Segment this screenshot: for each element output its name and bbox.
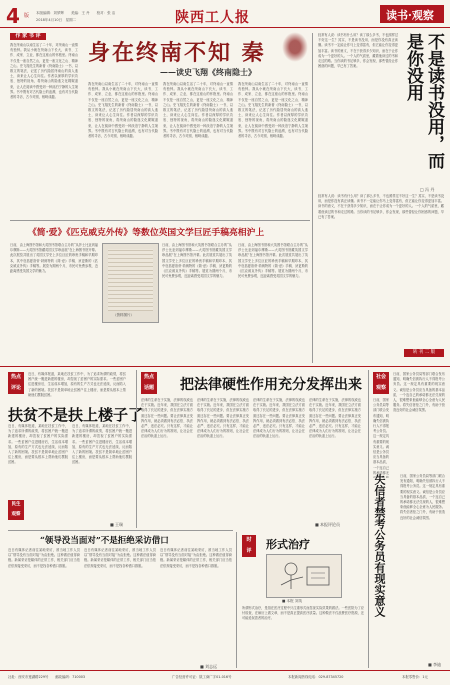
manuscript-headline: 《简·爱》《匹克威克外传》等数位英国文学巨匠手稿亮相沪上: [28, 228, 265, 238]
society-tag: [373, 372, 389, 394]
commentary-tag-sub: 评: [246, 548, 252, 554]
formality-headline: 形式治疗: [266, 538, 310, 551]
right-headline-text: 不是读书没用，而是你没用: [403, 33, 444, 169]
cartoon-figure-icon: [267, 555, 341, 597]
paper-name: 陕西工人报: [175, 10, 250, 26]
footer-address: 社址：西安市莲湖路229号 邮政编码：710003: [8, 675, 86, 679]
hot-comment-tag-sub: 评论: [10, 385, 21, 391]
interview-col-2: 近日有媒体记者前往某地采访，被当地工作人员以“领导没有当面对接”为由拒绝。这种做法值得商榷。新闻采访是媒体的正常工作，相关部门应当依法依规接受采访，而不是找各种借口推脱。: [84, 548, 156, 568]
date-line: 2018年4月10日 星期二: [36, 18, 77, 22]
manuscript-photo-caption: （资料图片）: [113, 313, 134, 317]
law-col-4: 法律的生命在于实施，法律的权威也在于实施。近年来，我国在立法方面取得了长足的进步，但在法律实施方面还存在一些问题。要让法律真正发挥作用，就必须做到有法必依、执法必严、违法必究。只有这样，才能让法律成为人们行为的准则，让社会在法治的轨道上运行。: [309, 398, 361, 439]
right-col-text-1: 经常有人说：读书有什么用？读了那么多书，不也照样过不好这一生？其实，不是读书没用，而是你没有真正读懂。读书不一定能让你马上变得富有，但它能让你变得更加丰富。读书的意义，不在于获得多少知识，而在于让你成为一个更好的人。一个人的气质里，藏着他读过的书和走过的路。当你读的书足够多，你会发现，那些曾经让你困惑的问题，早已有了答案。: [318, 33, 398, 69]
livelihood-tag-sub: 观察: [11, 512, 21, 517]
formality-cartoon: [266, 554, 342, 598]
poverty-col-2: 近日，有媒体报道，某地在扶贫工作中，为了追求所谓的政绩，将贫困户统一搬进新建的楼房，却忽视了贫困户的实际需求。一些贫困户住进楼房后，生活成本增加，原有的生产方式也无法延续，反而陷入了新的困境。扶贫不是简单地让贫困户住上楼房，而是要从根本上帮助他们摆脱贫困。: [72, 424, 132, 465]
hot-topic-tag: [141, 372, 157, 394]
society-tag-main: 社会: [375, 374, 386, 380]
top-left-intro-text: 我在终南山以南生活了二十年，对终南山一直情有独钟。我从小就在终南山下长大，读书、工作、成家、立业，都在这座山的怀抱里。终南山不仅是一座自然之山，更是一座文化之山、精神之山。史飞翔先生的新著《终南隐士》一书，以散文的笔法，记述了历代隐居终南山的高人逸士，读来让人心生向往。作者以深厚的学识功底、独特的视角，将终南山的隐逸文化娓娓道来，让人在阅读中感受到一种淡泊宁静的人生境界。书中既有对古代隐士的追溯，也有对当代隐者的寻访，古今对照，相映成趣。: [10, 43, 78, 100]
commentary-tag: [242, 535, 256, 557]
commentary-tag-main: 时: [246, 537, 252, 543]
hot-topic-tag-sub: 话题: [143, 385, 154, 391]
top-left-col-1: 我在终南山以南生活了二十年，对终南山一直情有独钟。我从小就在终南山下长大，读书、工作、成家、立业，都在这座山的怀抱里。终南山不仅是一座自然之山，更是一座文化之山、精神之山。史飞翔先生的新著《终南隐士》一书，以散文的笔法，记述了历代隐居终南山的高人逸士，读来让人心生向往。作者以深厚的学识功底、独特的视角，将终南山的隐逸文化娓娓道来，让人在阅读中感受到一种淡泊宁静的人生境界。书中既有对古代隐士的追溯，也有对当代隐者的寻访，古今对照，相映成趣。: [88, 82, 158, 139]
society-tag-sub: 观察: [375, 385, 386, 391]
editor-line: 本版编辑：刘梦辉 美编：王 丹 校对：张 洁: [36, 11, 116, 15]
right-col-text-2: 经常有人说：读书有什么用？读了那么多书，不也照样过不好这一生？其实，不是读书没用，而是你没有真正读懂。读书不一定能让你马上变得富有，但它能让你变得更加丰富。读书的意义，不在于获得多少知识，而在于让你成为一个更好的人。一个人的气质里，藏着他读过的书和走过的路。当你读的书足够多，你会发现，那些曾经让你困惑的问题，早已有了答案。: [318, 194, 444, 219]
top-left-subheadline: ——读史飞翔《终南隐士》: [160, 67, 256, 77]
page-number-suffix: 版: [24, 13, 30, 19]
footer-price: 本报零售价：1元: [402, 675, 428, 679]
law-col-1: 法律的生命在于实施，法律的权威也在于实施。近年来，我国在立法方面取得了长足的进步，但在法律实施方面还存在一些问题。要让法律真正发挥作用，就必须做到有法必依、执法必严、违法必究。只有这样，才能让法律成为人们行为的准则，让社会在法治的轨道上运行。: [141, 398, 193, 439]
interview-headline: “领导没当面对”不是拒绝采访借口: [40, 536, 169, 546]
interview-col-3: 近日有媒体记者前往某地采访，被当地工作人员以“领导没有当面对接”为由拒绝。这种做法值得商榷。新闻采访是媒体的正常工作，相关部门应当依法依规接受采访，而不是找各种借口推脱。: [160, 548, 232, 568]
credit-col-top: 日前，国家公务员局等部门联合发布通知，明确失信被执行人不得报考公务员。这一规定具有重要的现实意义。诚信是公务员应当具备的基本品质，一个连自己的承诺都无法兑现的人，很难想象他能够全心全意为人民服务。将失信者拒之门外，有助于营造良好的社会诚信氛围。: [393, 372, 445, 413]
poverty-col-1: 近日，有媒体报道，某地在扶贫工作中，为了追求所谓的政绩，将贫困户统一搬进新建的楼房，却忽视了贫困户的实际需求。一些贫困户住进楼房后，生活成本增加，原有的生产方式也无法延续，反而陷入了新的困境。扶贫不是简单地让贫困户住上楼房，而是要从根本上帮助他们摆脱贫困。: [8, 424, 68, 465]
right-headline: [402, 33, 446, 183]
manuscript-photo: [102, 243, 159, 323]
continued-label-text: 转 刊 二 版: [412, 350, 436, 355]
ink-smudge: [282, 32, 308, 62]
hot-comment-tag: [8, 372, 24, 394]
hot-topic-tag-main: 热点: [143, 374, 154, 380]
hot-comment-tag-main: 热点: [10, 374, 21, 380]
top-left-col-2: 我在终南山以南生活了二十年，对终南山一直情有独钟。我从小就在终南山下长大，读书、工作、成家、立业，都在这座山的怀抱里。终南山不仅是一座自然之山，更是一座文化之山、精神之山。史飞翔先生的新著《终南隐士》一书，以散文的笔法，记述了历代隐居终南山的高人逸士，读来让人心生向往。作者以深厚的学识功底、独特的视角，将终南山的隐逸文化娓娓道来，让人在阅读中感受到一种淡泊宁静的人生境界。书中既有对古代隐士的追溯，也有对当代隐者的寻访，古今对照，相映成趣。: [163, 82, 233, 139]
interview-byline: ■ 刘志远: [200, 664, 218, 669]
top-left-col-3: 我在终南山以南生活了二十年，对终南山一直情有独钟。我从小就在终南山下长大，读书、工作、成家、立业，都在这座山的怀抱里。终南山不仅是一座自然之山，更是一座文化之山、精神之山。史飞翔先生的新著《终南隐士》一书，以散文的笔法，记述了历代隐居终南山的高人逸士，读来让人心生向往。作者以深厚的学识功底、独特的视角，将终南山的隐逸文化娓娓道来，让人在阅读中感受到一种淡泊宁静的人生境界。书中既有对古代隐士的追溯，也有对当代隐者的寻访，古今对照，相映成趣。: [238, 82, 308, 139]
footer-ad-license: 广告经营许可证：陕工商广字01-016号: [172, 675, 232, 679]
law-byline: ■ 本报评论员: [315, 522, 341, 527]
section-name: 读书·观察: [386, 9, 434, 22]
credit-col-right: 日前，国家公务员局等部门联合发布通知，明确失信被执行人不得报考公务员。这一规定具有重要的现实意义。诚信是公务员应当具备的基本品质，一个连自己的承诺都无法兑现的人，很难想象他能够全心全意为人民服务。将失信者拒之门外，有助于营造良好的社会诚信氛围。: [400, 474, 445, 520]
law-col-3: 法律的生命在于实施，法律的权威也在于实施。近年来，我国在立法方面取得了长足的进步，但在法律实施方面还存在一些问题。要让法律真正发挥作用，就必须做到有法必依、执法必严、违法必究。只有这样，才能让法律成为人们行为的准则，让社会在法治的轨道上运行。: [253, 398, 305, 439]
section-name-box: [380, 5, 444, 23]
poverty-headline: 扶贫不是扶上楼子了: [8, 406, 144, 424]
masthead: [0, 0, 450, 30]
manuscript-col-3: 日前，由上海图书馆和大英图书馆联合主办的“从莎士比亚到福尔摩斯——大英图书馆藏英国文学珍品展”在上海图书馆开幕。此次展览共展出了英国文学史上多位巨匠的珍贵手稿和早期印本，其中包括夏洛蒂·勃朗特的《简·爱》手稿、狄更斯的《匹克威克外传》手稿等。展览为期两个月，市民可免费参观，近距离感受英国文学的魅力。: [238, 243, 308, 279]
credit-headline: [373, 474, 397, 624]
law-col-2: 法律的生命在于实施，法律的权威也在于实施。近年来，我国在立法方面取得了长足的进步，但在法律实施方面还存在一些问题。要让法律真正发挥作用，就必须做到有法必依、执法必严、违法必究。只有这样，才能让法律成为人们行为的准则，让社会在法治的轨道上运行。: [197, 398, 249, 439]
continued-label: [404, 349, 444, 357]
credit-byline: ■ 李迪: [428, 662, 442, 667]
book-review-tag: 作 家 书 评: [10, 33, 46, 40]
manuscript-col-2: 日前，由上海图书馆和大英图书馆联合主办的“从莎士比亚到福尔摩斯——大英图书馆藏英国文学珍品展”在上海图书馆开幕。此次展览共展出了英国文学史上多位巨匠的珍贵手稿和早期印本，其中包括夏洛蒂·勃朗特的《简·爱》手稿、狄更斯的《匹克威克外传》手稿等。展览为期两个月，市民可免费参观，近距离感受英国文学的魅力。: [162, 243, 232, 279]
poverty-byline: ■ 王瑞: [110, 522, 124, 527]
formality-byline: ■ 本报 刘英: [282, 599, 303, 603]
footer-hotline: 本报新闻热线电话：029-87345720: [288, 675, 344, 679]
law-headline: 把法律硬性作用充分发挥出来: [180, 377, 362, 393]
right-byline: □ 冯 丹: [420, 187, 435, 192]
top-left-headline: 身在终南不知 秦: [88, 40, 266, 66]
livelihood-tag-main: 民生: [11, 502, 21, 507]
manuscript-col-1: 日前，由上海图书馆和大英图书馆联合主办的“从莎士比亚到福尔摩斯——大英图书馆藏英国文学珍品展”在上海图书馆开幕。此次展览共展出了英国文学史上多位巨匠的珍贵手稿和早期印本，其中包括夏洛蒂·勃朗特的《简·爱》手稿、狄更斯的《匹克威克外传》手稿等。展览为期两个月，市民可免费参观，近距离感受英国文学的魅力。: [10, 243, 98, 274]
poverty-intro: 近日，有媒体报道，某地在扶贫工作中，为了追求所谓的政绩，将贫困户统一搬进新建的楼房，却忽视了贫困户的实际需求。一些贫困户住进楼房后，生活成本增加，原有的生产方式也无法延续，反而陷入了新的困境。扶贫不是简单地让贫困户住上楼房，而是要从根本上帮助他们摆脱贫困。: [28, 372, 126, 397]
page-number: 4: [6, 4, 20, 28]
formality-body: 所谓形式治疗，是指在医疗过程中只注重形式而忽视实际效果的做法。一些医院为了应付检查，在病历上做文章，而不是真正提高医疗质量。这种做法不仅浪费医疗资源，还可能延误患者的治疗。: [242, 606, 364, 621]
credit-headline-text: 失信者禁考公务员有现实意义: [373, 474, 386, 617]
livelihood-tag: [8, 500, 24, 520]
credit-col-left: 日前，国家公务员局等部门联合发布通知，明确失信被执行人不得报考公务员。这一规定具有重要的现实意义。诚信是公务员应当具备的基本品质，一个连自己的承诺都无: [373, 398, 389, 475]
interview-col-1: 近日有媒体记者前往某地采访，被当地工作人员以“领导没有当面对接”为由拒绝。这种做法值得商榷。新闻采访是媒体的正常工作，相关部门应当依法依规接受采访，而不是找各种借口推脱。: [8, 548, 80, 568]
